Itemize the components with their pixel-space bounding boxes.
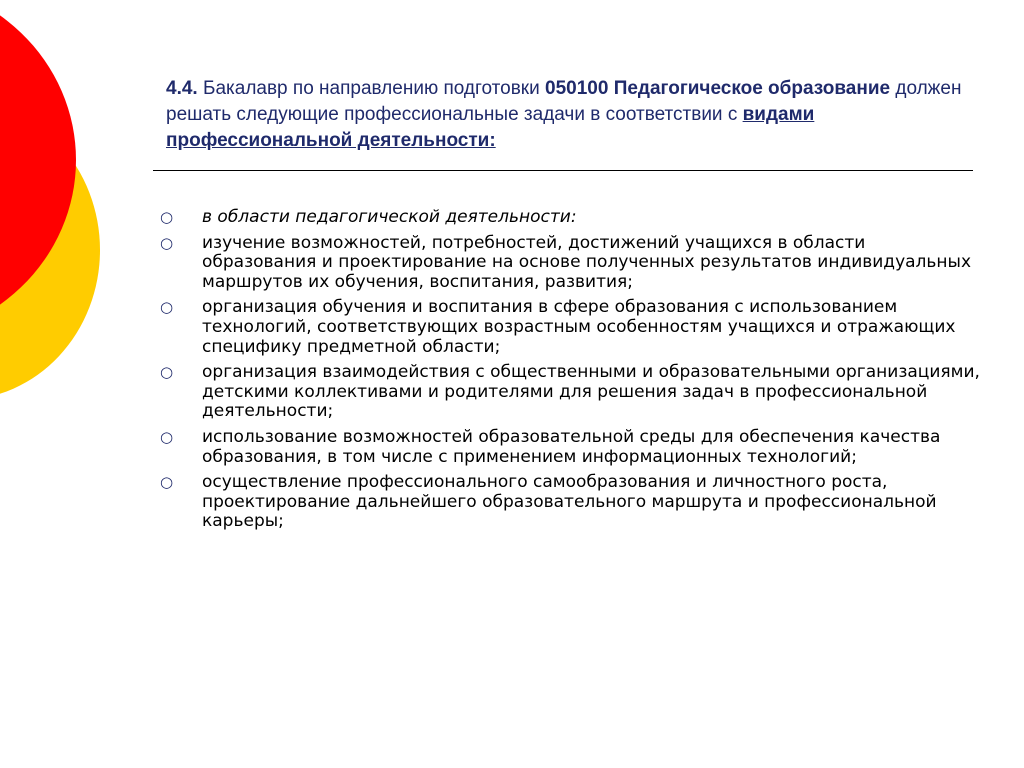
list-item xyxy=(160,363,980,422)
activity-types-link[interactable]: видами профессиональной деятельности: xyxy=(166,104,815,151)
list-item-text: организация взаимодействия с общественными и образовательными организациями, детскими коллективами и родителями для решения задач в профессиональной деятельности; xyxy=(202,362,980,422)
list-item xyxy=(160,428,980,467)
circle-bullet-icon: ○ xyxy=(160,233,174,252)
circle-bullet-icon: ○ xyxy=(160,298,174,317)
program-name: 050100 Педагогическое образование xyxy=(545,78,891,99)
list-item-text: в области педагогической деятельности: xyxy=(202,207,577,227)
circle-bullet-icon: ○ xyxy=(160,473,174,492)
list-item xyxy=(160,473,980,532)
list-item-text: организация обучения и воспитания в сфере образования с использованием технологий, соответствующих возрастным особенностям учащихся и отражающих специфику предметной области; xyxy=(202,297,956,357)
heading-text-part-1: Бакалавр по направлению подготовки xyxy=(197,78,546,99)
section-number: 4.4. xyxy=(166,78,198,99)
list-item xyxy=(160,298,980,357)
slide-heading xyxy=(166,76,966,154)
heading-text-part-2: должен решать следующие профессиональные задачи в соответствии с xyxy=(166,78,962,125)
list-item xyxy=(160,234,980,293)
circle-bullet-icon: ○ xyxy=(160,363,174,382)
circle-bullet-icon: ○ xyxy=(160,427,174,446)
list-item xyxy=(160,208,980,228)
list-item-text: использование возможностей образовательной среды для обеспечения качества образования, в том числе с применением информационных технологий; xyxy=(202,426,941,467)
list-item-text: изучение возможностей, потребностей, достижений учащихся в области образования и проектирование на основе полученных результатов индивидуальных маршрутов их обучения, воспитания, развития; xyxy=(202,232,972,292)
task-list xyxy=(160,208,980,538)
heading-divider xyxy=(153,170,973,171)
list-item-text: осуществление профессионального самообразования и личностного роста, проектирование дальнейшего образовательного маршрута и профессиональной карьеры; xyxy=(202,472,937,532)
circle-bullet-icon: ○ xyxy=(160,208,174,226)
